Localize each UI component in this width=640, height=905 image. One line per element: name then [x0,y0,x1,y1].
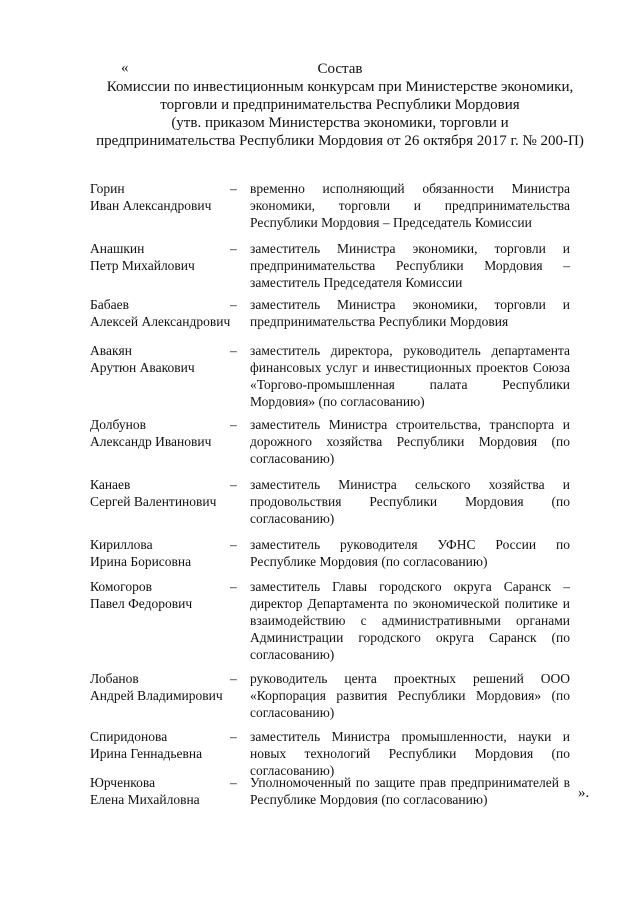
member-role: заместитель Министра экономики, торговли и предпринимательства Республики Мордовия [250,297,570,329]
member-dash: – [230,343,237,358]
member-surname: Авакян [90,343,132,358]
member-role: заместитель Министра экономики, торговли и предпринимательства Республики Мордовия – заместитель Председателя Комиссии [250,241,570,290]
member-dash: – [230,775,237,790]
member-given-name: Александр Иванович [90,434,212,449]
member-role: заместитель Главы городского округа Саранск – директор Департамента по экономической политике и взаимодействию с административными органами Администрации городского округа Саранск (по согласованию) [250,579,570,662]
member-dash: – [230,477,237,492]
member-name [90,476,230,510]
member-name [90,416,230,450]
member-surname: Спиридонова [90,729,168,744]
subtitle-line: (утв. приказом Министерства экономики, торговли и [171,115,509,131]
member-dash: – [230,181,237,196]
member-given-name: Ирина Борисовна [90,554,192,569]
subtitle-line: предпринимательства Республики Мордовия от 26 октября 2017 г. № 200-П) [96,133,584,149]
member-name [90,578,230,612]
member-given-name: Алексей Александрович [90,314,231,329]
member-name [90,342,230,376]
member-name [90,670,230,704]
subtitle-line: торговли и предпринимательства Республики Мордовия [160,97,520,113]
member-surname: Бабаев [90,297,129,312]
member-given-name: Арутюн Авакович [90,360,195,375]
member-surname: Комогоров [90,579,152,594]
document-header [80,60,600,150]
member-name [90,240,230,274]
member-surname: Лобанов [90,671,139,686]
closing-quote: ». [578,785,590,801]
member-name [90,536,230,570]
member-dash: – [230,417,237,432]
member-role: заместитель Министра строительства, транспорта и дорожного хозяйства Республики Мордовия (по согласованию) [250,417,570,466]
member-name [90,774,230,808]
member-dash: – [230,297,237,312]
member-surname: Кириллова [90,537,153,552]
member-role: заместитель Министра промышленности, науки и новых технологий Республики Мордовия (по согласованию) [250,729,570,778]
member-role: заместитель директора, руководитель департамента финансовых услуг и инвестиционных проектов Союза «Торгово-промышленная палата Республики Мордовия» (по согласованию) [250,343,570,409]
member-role: Уполномоченный по защите прав предпринимателей в Республике Мордовия (по согласованию) [250,775,570,807]
member-role: руководитель цента проектных решений ООО «Корпорация развития Республики Мордовия» (по согласованию) [250,671,570,720]
member-role: заместитель Министра сельского хозяйства и продовольствия Республики Мордовия (по согласованию) [250,477,570,526]
member-name [90,728,230,762]
member-given-name: Сергей Валентинович [90,494,217,509]
member-given-name: Андрей Владимирович [90,688,223,703]
member-surname: Горин [90,181,125,196]
member-surname: Долбунов [90,417,146,432]
subtitle-line: Комиссии по инвестиционным конкурсам при Министерстве экономики, [106,79,574,95]
member-given-name: Елена Михайловна [90,792,200,807]
member-role: временно исполняющий обязанности Министра экономики, торговли и предпринимательства Республики Мордовия – Председатель Комиссии [250,181,570,230]
member-name [90,180,230,214]
member-surname: Канаев [90,477,131,492]
member-dash: – [230,579,237,594]
member-dash: – [230,241,237,256]
member-dash: – [230,537,237,552]
member-name [90,296,230,330]
member-surname: Анашкин [90,241,145,256]
member-surname: Юрченкова [90,775,156,790]
member-given-name: Ирина Геннадьевна [90,746,203,761]
opening-quote: « [121,60,129,76]
member-given-name: Петр Михайлович [90,258,195,273]
member-given-name: Иван Александрович [90,198,212,213]
member-role: заместитель руководителя УФНС России по Республике Мордовия (по согласованию) [250,537,570,569]
member-given-name: Павел Федорович [90,596,193,611]
document-title: Состав [317,61,363,77]
member-dash: – [230,729,237,744]
member-dash: – [230,671,237,686]
